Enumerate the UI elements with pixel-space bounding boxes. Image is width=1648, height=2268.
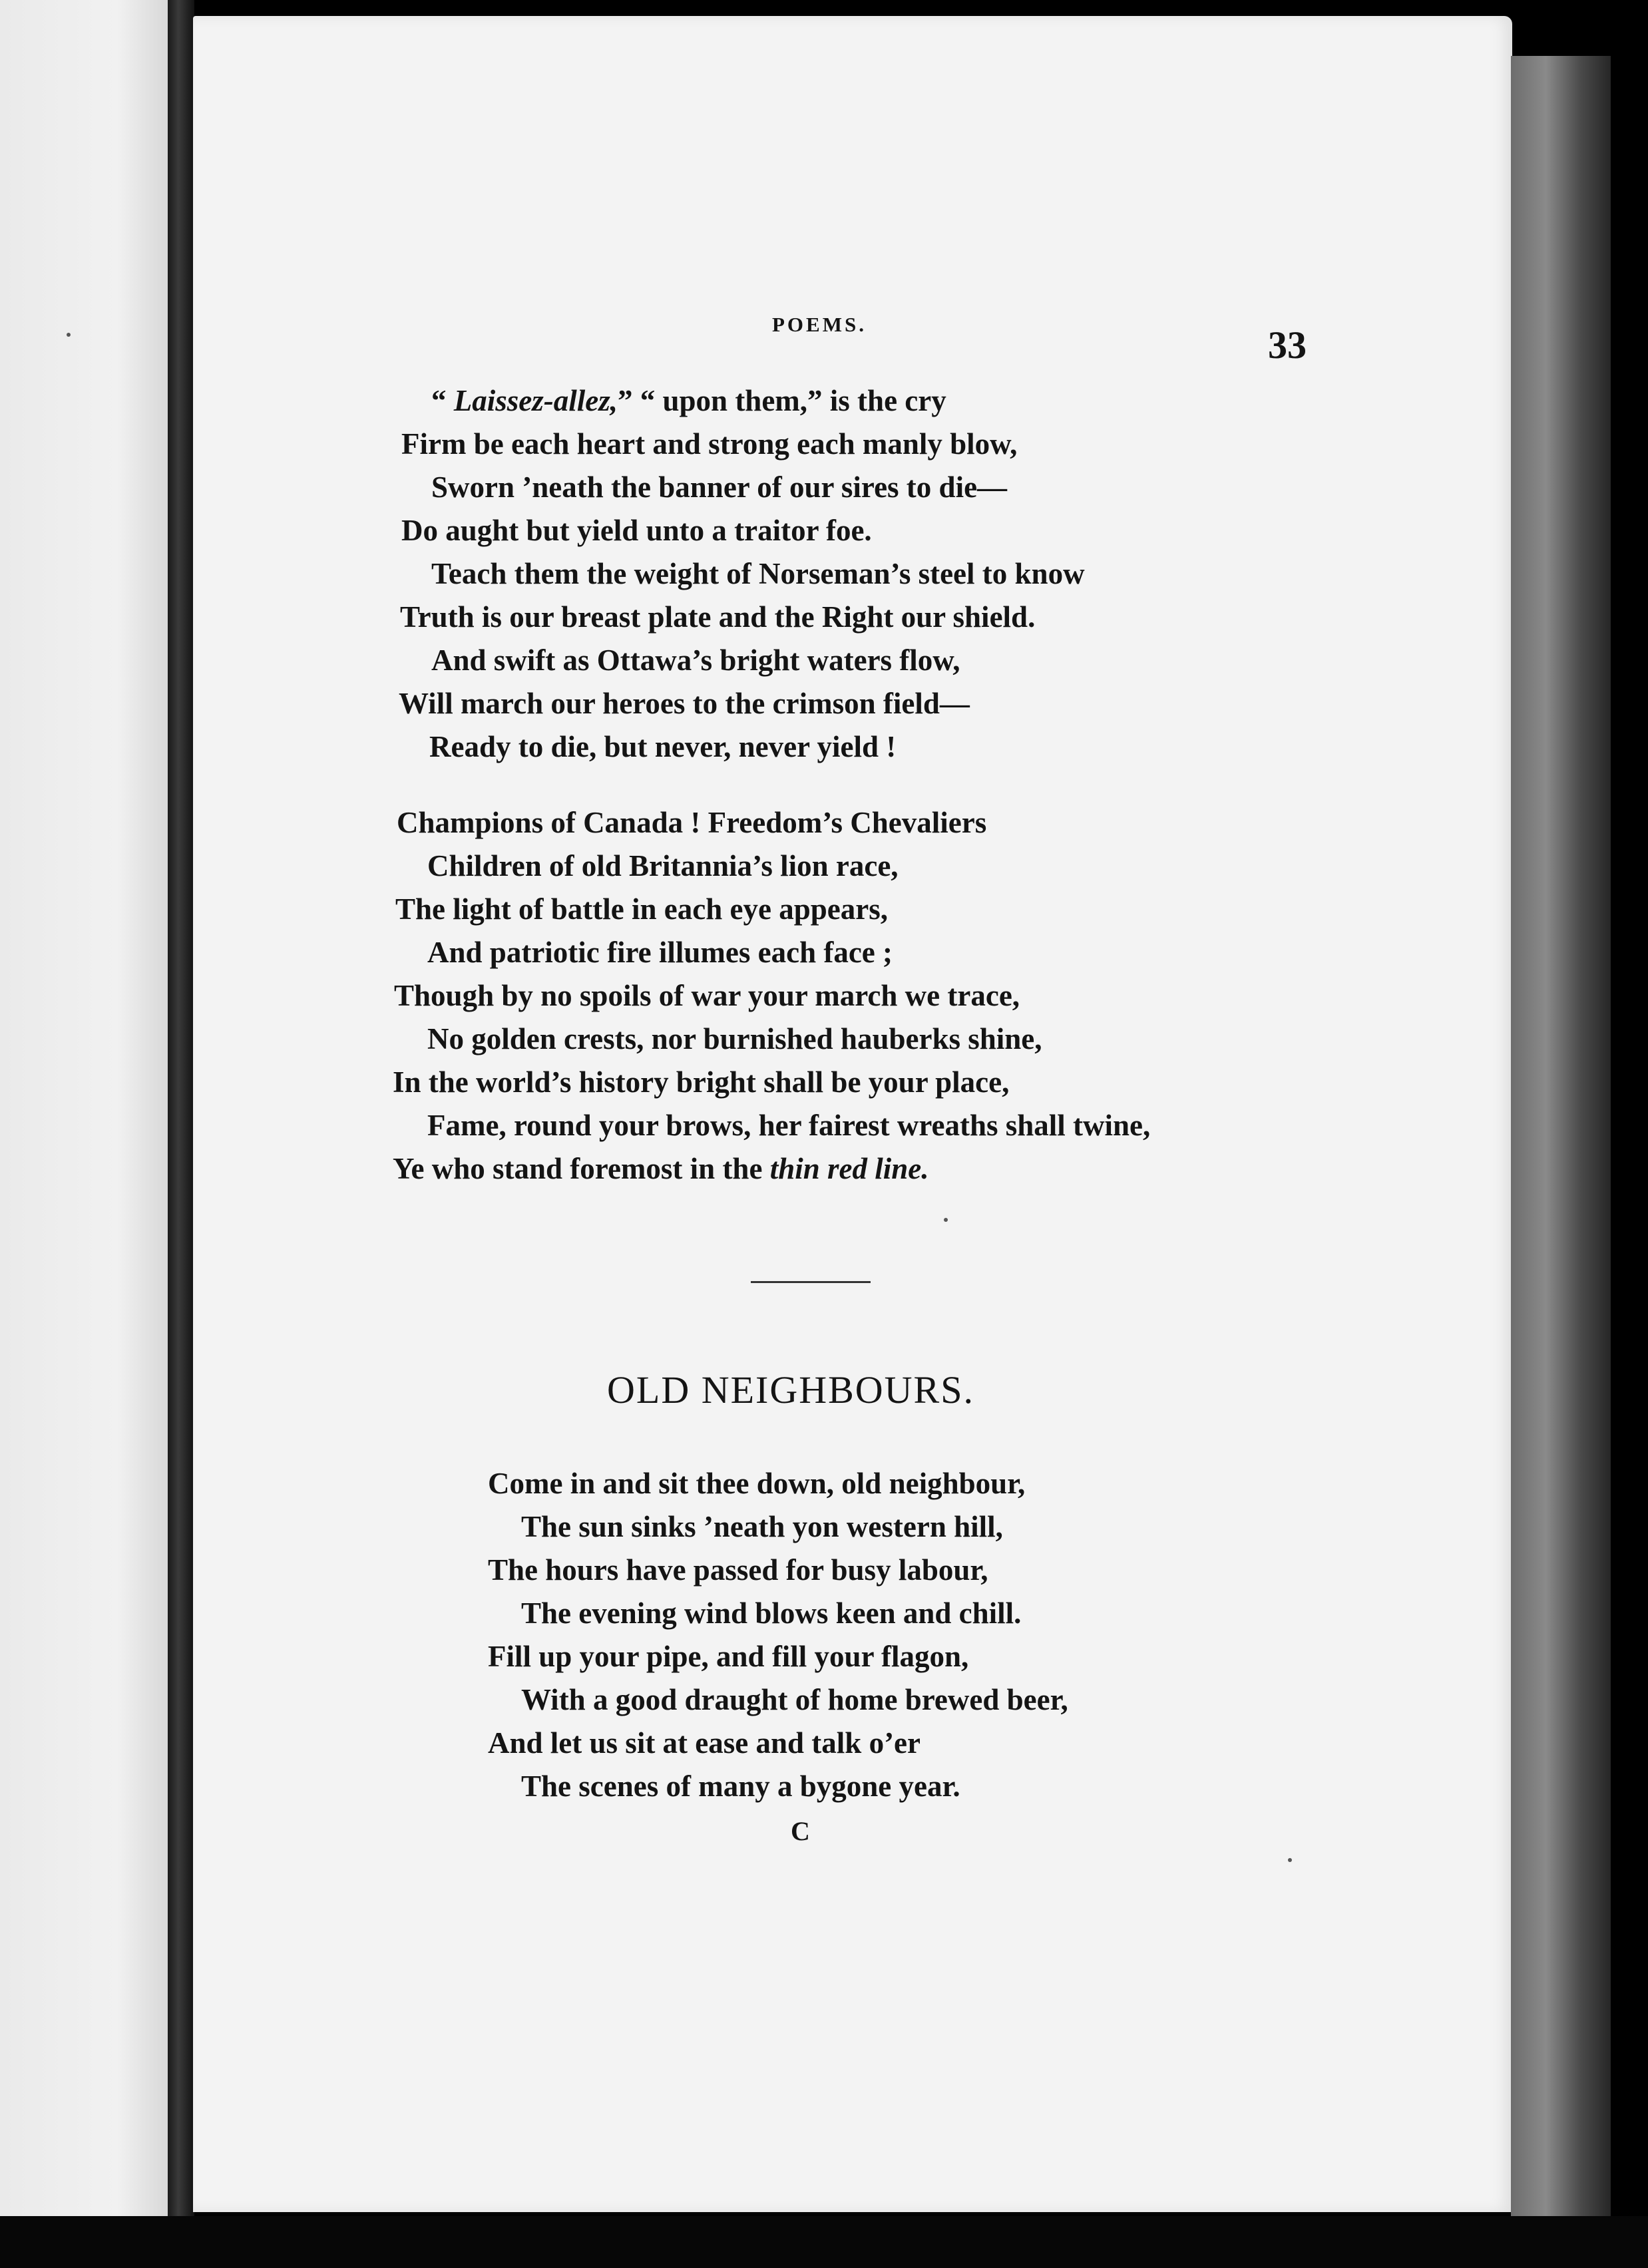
poem-line: Fame, round your brows, her fairest wreaths shall twine, xyxy=(427,1109,1151,1142)
poem-line: And patriotic fire illumes each face ; xyxy=(427,936,893,969)
page-fore-edge xyxy=(1511,56,1611,2232)
scan-speck xyxy=(67,333,71,337)
poem-line: Truth is our breast plate and the Right our shield. xyxy=(400,600,1036,634)
poem-line: The hours have passed for busy labour, xyxy=(488,1553,988,1587)
book-gutter xyxy=(168,0,194,2268)
poem-line: And let us sit at ease and talk o’er xyxy=(488,1726,921,1760)
poem-line: Teach them the weight of Norseman’s steel to know xyxy=(431,557,1085,590)
poem-line: Though by no spoils of war your march we trace, xyxy=(394,979,1020,1012)
poem-line: Do aught but yield unto a traitor foe. xyxy=(401,514,872,547)
poem-line: In the world’s history bright shall be your place, xyxy=(393,1065,1010,1099)
poem-line: Ready to die, but never, never yield ! xyxy=(429,730,897,763)
left-page-edge xyxy=(0,0,168,2268)
poem-line: The sun sinks ’neath yon western hill, xyxy=(521,1510,1003,1543)
poem-line: “ Laissez-allez,” “ upon them,” is the cry xyxy=(431,384,946,417)
section-divider xyxy=(751,1281,871,1283)
poem-line: Come in and sit thee down, old neighbour, xyxy=(488,1467,1026,1500)
poem-line: Firm be each heart and strong each manly blow, xyxy=(401,427,1018,461)
poem-line: Champions of Canada ! Freedom’s Chevaliers xyxy=(397,806,987,839)
poem-line: The evening wind blows keen and chill. xyxy=(521,1597,1022,1630)
scan-speck xyxy=(944,1218,948,1222)
running-head: POEMS. xyxy=(772,313,867,336)
poem-line: With a good draught of home brewed beer, xyxy=(521,1683,1068,1716)
scan-bottom-border xyxy=(0,2216,1648,2268)
poem-line: The scenes of many a bygone year. xyxy=(521,1770,960,1803)
signature-mark: C xyxy=(791,1816,810,1846)
poem-line: No golden crests, nor burnished hauberks shine, xyxy=(427,1022,1042,1055)
page-number: 33 xyxy=(1268,323,1307,367)
scan-speck xyxy=(1288,1858,1292,1862)
poem-line: Fill up your pipe, and fill your flagon, xyxy=(488,1640,969,1673)
poem-line: Will march our heroes to the crimson field— xyxy=(399,687,970,720)
poem-line: Children of old Britannia’s lion race, xyxy=(427,849,899,882)
poem-line: Sworn ’neath the banner of our sires to die— xyxy=(431,471,1008,504)
poem-line: And swift as Ottawa’s bright waters flow, xyxy=(431,644,960,677)
poem-line: The light of battle in each eye appears, xyxy=(395,892,888,926)
poem-title: OLD NEIGHBOURS. xyxy=(607,1368,974,1412)
poem-line: Ye who stand foremost in the thin red line. xyxy=(393,1152,929,1185)
